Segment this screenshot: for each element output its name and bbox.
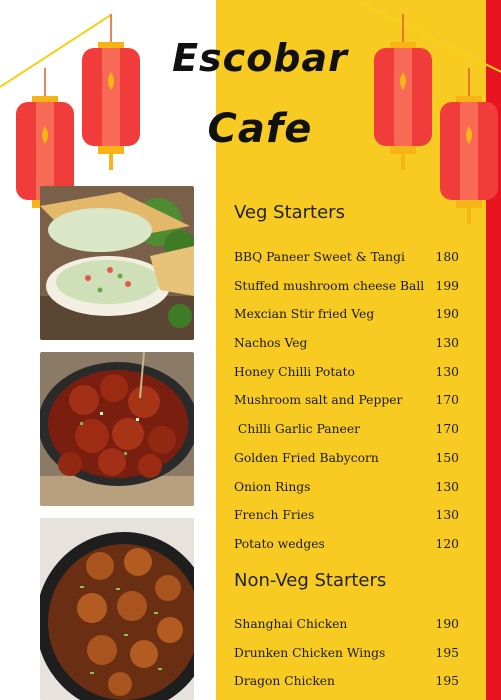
menu-item: [234, 617, 459, 646]
menu-item-name: French Fries: [234, 508, 315, 523]
menu-item: [234, 393, 459, 422]
lantern-icon: [80, 14, 142, 170]
menu-item-price: 120: [435, 536, 459, 551]
menu-item: [234, 646, 459, 675]
section-heading-veg-starters: Veg Starters: [234, 202, 345, 223]
menu-item-price: 195: [435, 674, 459, 689]
menu-item-name: Potato wedges: [234, 536, 325, 551]
menu-item: [234, 480, 459, 509]
lantern-icon: [438, 68, 500, 224]
menu-item-price: 150: [435, 450, 459, 465]
menu-item-price: 195: [435, 645, 459, 660]
menu-item-price: 199: [435, 278, 459, 293]
menu-item-name: Mexcian Stir fried Veg: [234, 307, 375, 322]
menu-item-name: Chilli Garlic Paneer: [234, 422, 360, 437]
menu-item: [234, 307, 459, 336]
food-photo-chilli-paneer: [40, 352, 194, 506]
menu-item-price: 130: [435, 336, 459, 351]
menu-item-price: 130: [435, 479, 459, 494]
veg-starters-list: [234, 250, 459, 566]
menu-item-price: 170: [435, 393, 459, 408]
menu-item-price: 130: [435, 508, 459, 523]
menu-item: [234, 537, 459, 566]
menu-item-name: Honey Chilli Potato: [234, 364, 355, 379]
non-veg-starters-list: [234, 617, 459, 700]
menu-item: [234, 279, 459, 308]
section-heading-non-veg-starters: Non-Veg Starters: [234, 570, 387, 591]
menu-item-price: 190: [435, 617, 459, 631]
menu-item: [234, 508, 459, 537]
food-photo-nachos: [40, 186, 194, 340]
menu-item: [234, 365, 459, 394]
menu-item-name: Drunken Chicken Wings: [234, 645, 386, 660]
menu-item: [234, 422, 459, 451]
menu-item: [234, 674, 459, 700]
menu-item: [234, 250, 459, 279]
menu-item-name: Stuffed mushroom cheese Ball: [234, 278, 425, 293]
cafe-name-line1: Escobar: [172, 36, 348, 80]
menu-item-name: Shanghai Chicken: [234, 617, 348, 631]
cafe-name-line2: Cafe: [207, 106, 313, 152]
menu-item-name: Mushroom salt and Pepper: [234, 393, 403, 408]
food-photo-manchurian: [40, 518, 194, 700]
menu-item-name: Nachos Veg: [234, 336, 308, 351]
menu-item-name: BBQ Paneer Sweet & Tangi: [234, 250, 405, 264]
menu-item: [234, 451, 459, 480]
menu-item-name: Onion Rings: [234, 479, 311, 494]
menu-item-price: 170: [435, 422, 459, 437]
menu-item-price: 130: [435, 364, 459, 379]
menu-item-name: Golden Fried Babycorn: [234, 450, 379, 465]
menu-item-name: Dragon Chicken: [234, 674, 335, 689]
menu-item: [234, 336, 459, 365]
lantern-icon: [372, 14, 434, 170]
menu-item-price: 190: [435, 307, 459, 322]
menu-item-price: 180: [435, 250, 459, 264]
